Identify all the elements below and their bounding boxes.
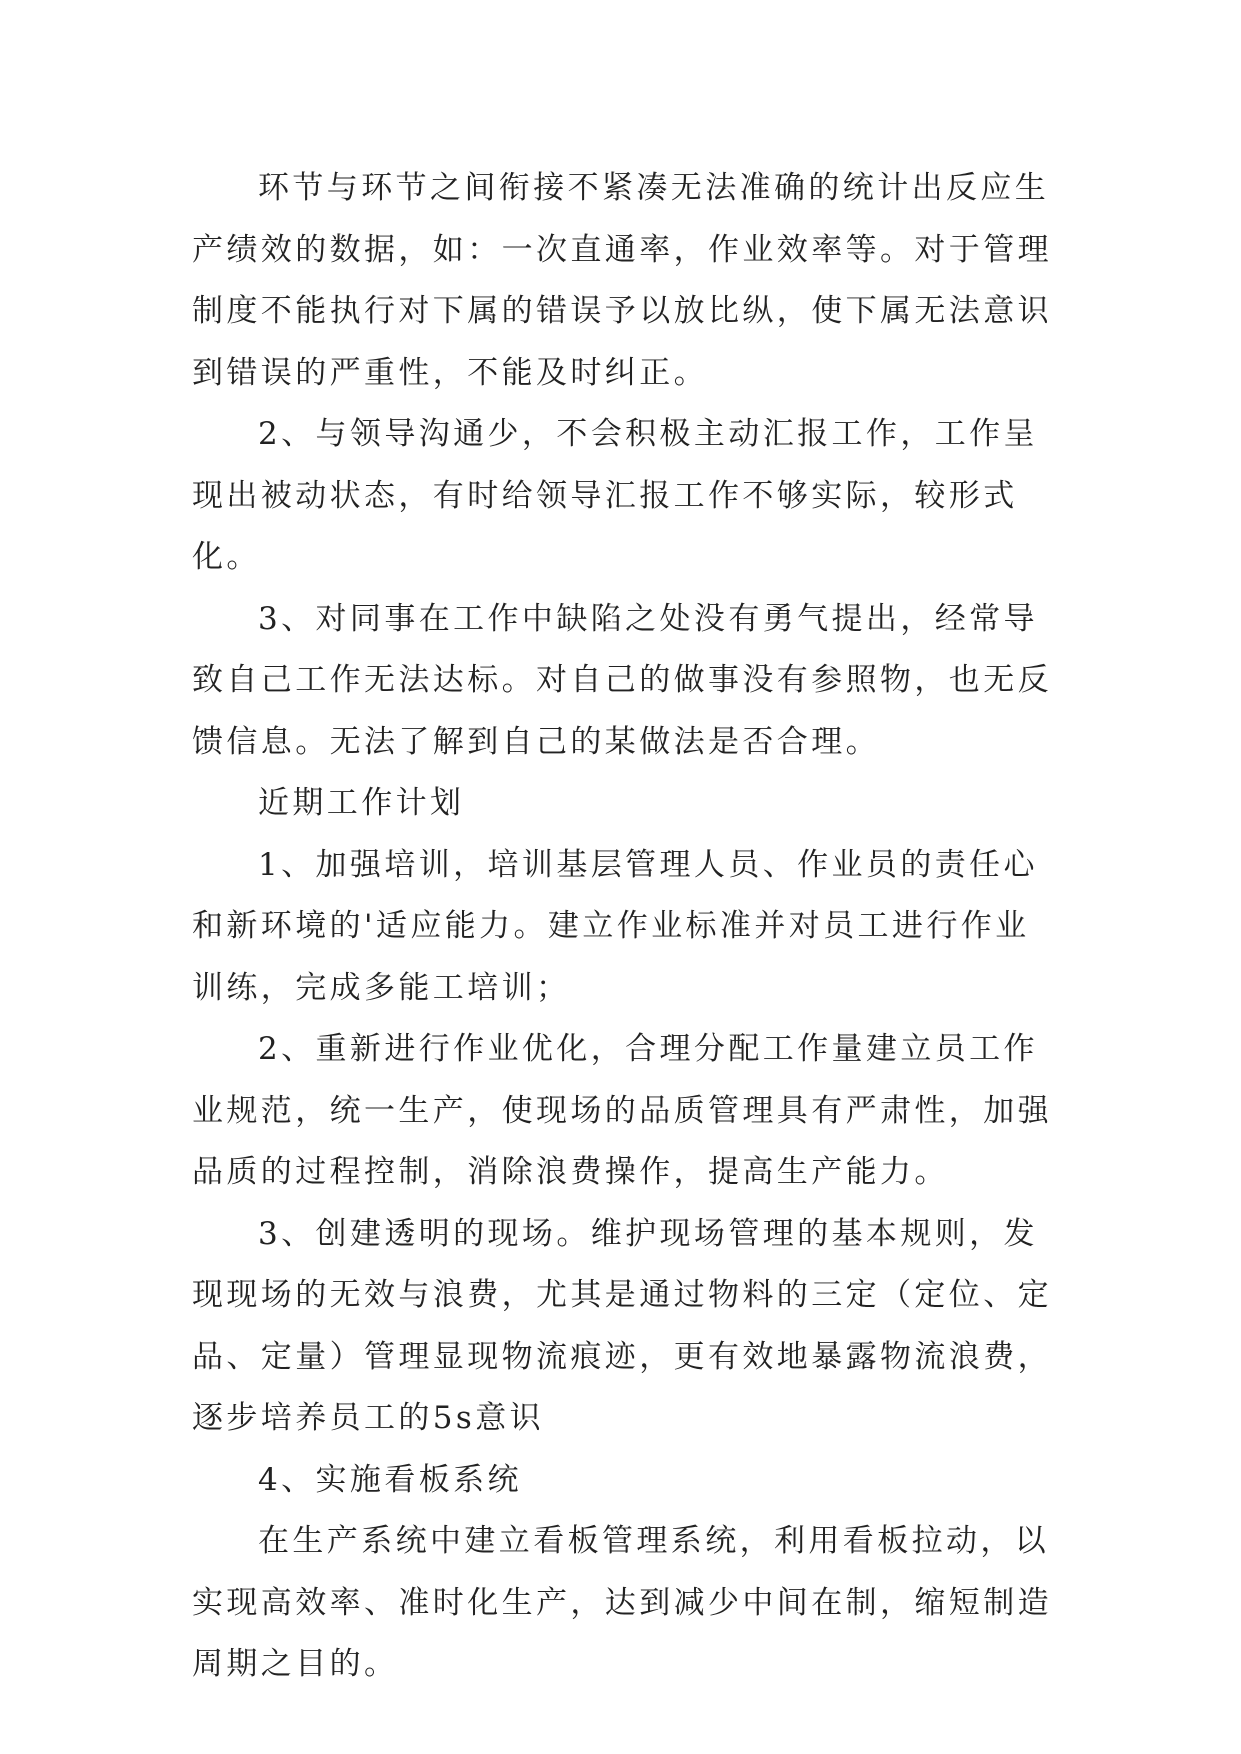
section-heading-work-plan: 近期工作计划 — [258, 785, 465, 821]
paragraph-process-issues: 环节与环节之间衔接不紧凑无法准确的统计出反应生产绩效的数据，如：一次直通率，作业效率等。对于管理制度不能执行对下属的错误予以放比纵，使下属无法意识到错误的严重性，不能及时纠正。 — [192, 170, 1052, 391]
paragraph-plan-kanban-detail: 在生产系统中建立看板管理系统，利用看板拉动，以实现高效率、准时化生产，达到减少中间在制，缩短制造周期之目的。 — [192, 1523, 1052, 1682]
paragraph-plan-kanban-title: 4、实施看板系统 — [258, 1461, 522, 1498]
paragraph-communication-issue: 2、与领导沟通少，不会积极主动汇报工作，工作呈现出被动状态，有时给领导汇报工作不够实际，较形式化。 — [192, 416, 1038, 575]
document-body — [192, 158, 1062, 1696]
paragraph-plan-transparent-site: 3、创建透明的现场。维护现场管理的基本规则，发现现场的无效与浪费，尤其是通过物料的三定（定位、定品、定量）管理显现物流痕迹，更有效地暴露物流浪费，逐步培养员工的5s意识 — [192, 1215, 1052, 1436]
paragraph-plan-training: 1、加强培训，培训基层管理人员、作业员的责任心和新环境的'适应能力。建立作业标准并对员工进行作业训练，完成多能工培训； — [192, 846, 1038, 1006]
paragraph-colleague-feedback-issue: 3、对同事在工作中缺陷之处没有勇气提出，经常导致自己工作无法达标。对自己的做事没有参照物，也无反馈信息。无法了解到自己的某做法是否合理。 — [192, 600, 1052, 760]
paragraph-plan-optimization: 2、重新进行作业优化，合理分配工作量建立员工作业规范，统一生产，使现场的品质管理具有严肃性，加强品质的过程控制，消除浪费操作，提高生产能力。 — [192, 1031, 1052, 1190]
